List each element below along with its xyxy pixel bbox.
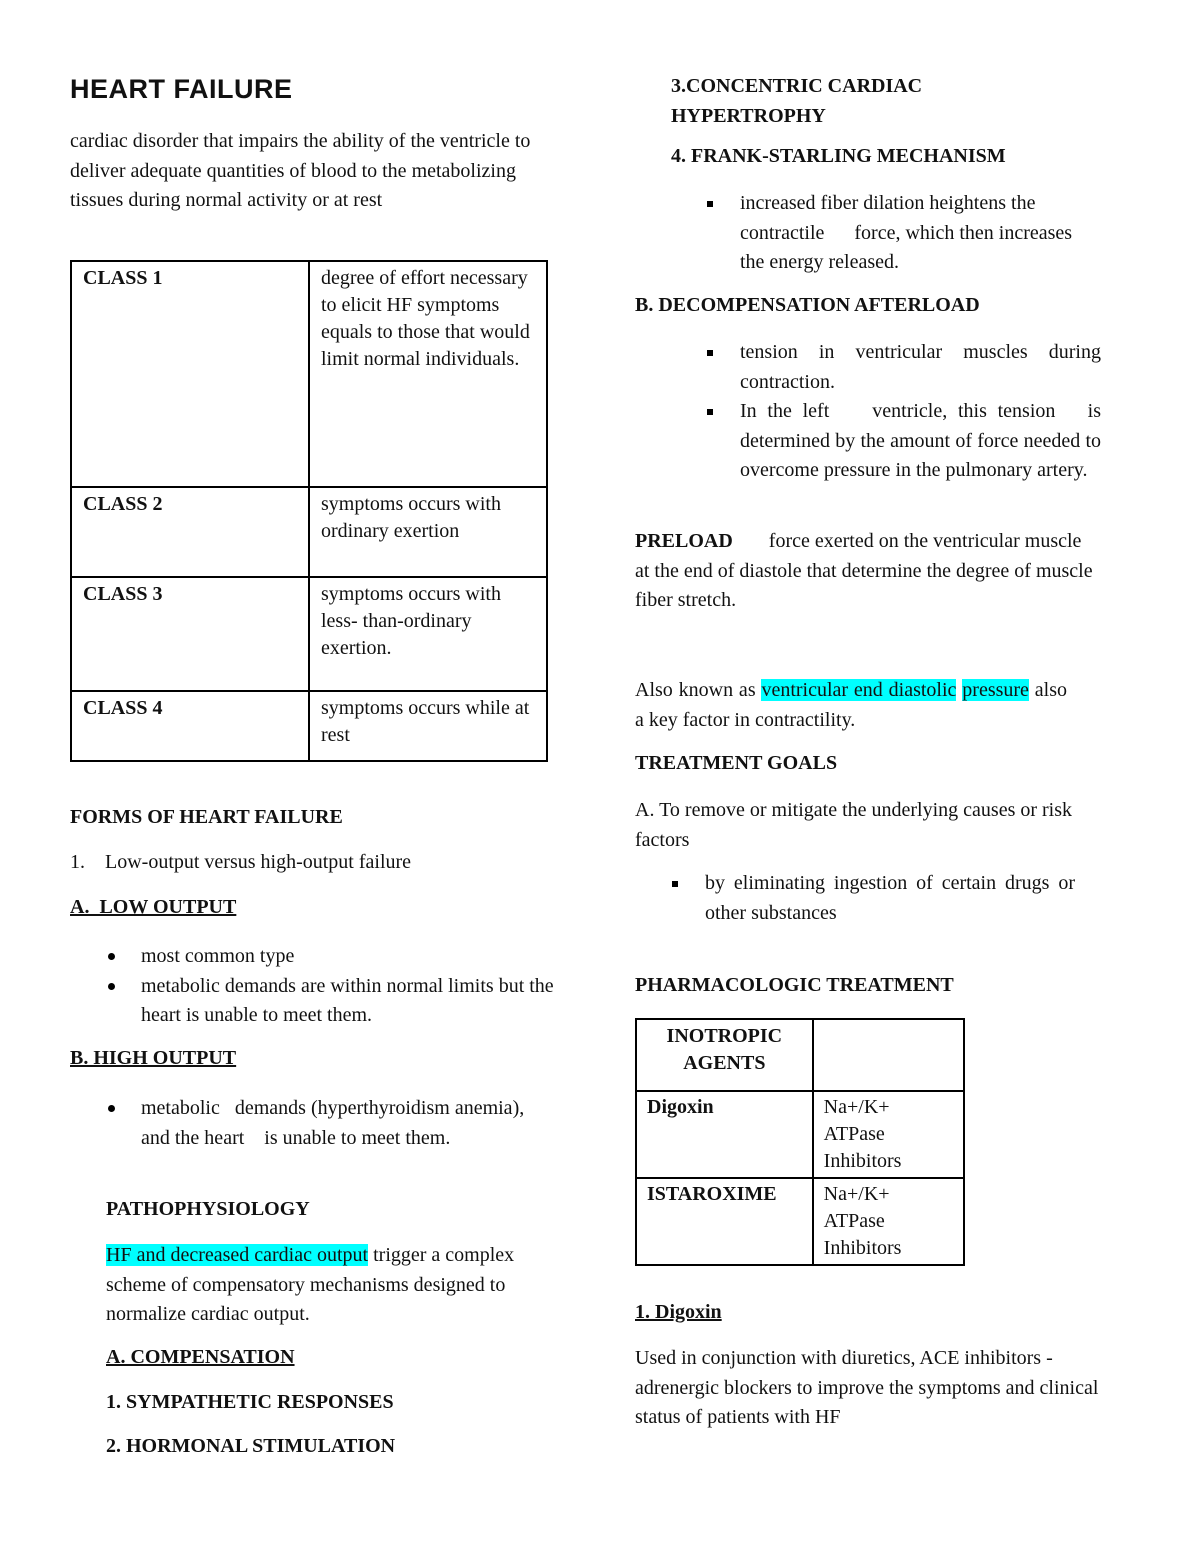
high-output-heading: B. HIGH OUTPUT bbox=[70, 1047, 237, 1069]
table-row bbox=[71, 577, 547, 691]
list-number: 1. bbox=[70, 851, 85, 873]
patho-text bbox=[106, 1241, 561, 1330]
low-output-heading: A. LOW OUTPUT bbox=[70, 896, 237, 918]
hormonal-heading: 2. HORMONAL STIMULATION bbox=[106, 1435, 396, 1457]
table-row bbox=[636, 1019, 964, 1091]
table-row bbox=[71, 261, 547, 487]
class-description: symptoms occurs with ordinary exertion bbox=[309, 487, 547, 577]
table-row bbox=[71, 487, 547, 577]
digoxin-text: Used in conjunction with diuretics, ACE inhibitors -adrenergic blockers to improve the symptoms and clinical status of patients with HF bbox=[635, 1347, 1099, 1428]
drug-cell: Digoxin bbox=[636, 1091, 813, 1178]
decompensation-list bbox=[705, 338, 1106, 486]
patho-heading: PATHOPHYSIOLOGY bbox=[106, 1198, 310, 1220]
low-output-list bbox=[106, 942, 566, 1031]
table-header-cell: INOTROPIC AGENTS bbox=[636, 1019, 813, 1091]
list-item: metabolic demands are within normal limits but the heart is unable to meet them. bbox=[106, 972, 566, 1031]
aka-highlight-2: pressure bbox=[962, 679, 1029, 701]
aka-paragraph bbox=[635, 676, 1067, 735]
frank-starling-heading: 4. FRANK-STARLING MECHANISM bbox=[671, 145, 1006, 167]
treatment-goal-a: A. To remove or mitigate the underlying causes or risk factors bbox=[635, 799, 1073, 851]
table-row bbox=[636, 1091, 964, 1178]
class-label: CLASS 1 bbox=[71, 261, 309, 487]
digoxin-heading: 1. Digoxin bbox=[635, 1301, 722, 1323]
aka-highlight: ventricular end diastolic bbox=[761, 679, 957, 701]
nyha-class-table bbox=[70, 260, 548, 762]
list-item: tension in ventricular muscles during contraction. bbox=[705, 338, 1101, 397]
forms-heading: FORMS OF HEART FAILURE bbox=[70, 806, 343, 828]
treatment-list bbox=[670, 869, 1075, 928]
class-label: CLASS 3 bbox=[71, 577, 309, 691]
list-item: In the left ventricle, this tension is determined by the amount of force needed to overcome pressure in the pulmonary artery. bbox=[705, 397, 1101, 486]
list-item: increased fiber dilation heightens the contractile force, which then increases the energy released. bbox=[705, 189, 1095, 278]
preload-text: force exerted on the ventricular muscle at the end of diastole that determine the degree of muscle fiber stretch. bbox=[635, 530, 1093, 611]
list-item: by eliminating ingestion of certain drugs or other substances bbox=[670, 869, 1075, 928]
table-row bbox=[636, 1178, 964, 1265]
mechanism-cell: Na+/K+ ATPase Inhibitors bbox=[813, 1178, 964, 1265]
table-header-empty bbox=[813, 1019, 964, 1091]
aka-suffix: also a key factor in contractility. bbox=[635, 679, 1068, 731]
preload-label: PRELOAD bbox=[635, 530, 733, 552]
page-title: HEART FAILURE bbox=[70, 74, 293, 104]
definition-text: cardiac disorder that impairs the ability of the ventricle to deliver adequate quantities of blood to the metabolizing tissues during normal activity or at rest bbox=[70, 130, 531, 211]
concentric-heading: 3.CONCENTRIC CARDIAC HYPERTROPHY bbox=[671, 75, 923, 127]
compensation-heading: A. COMPENSATION bbox=[106, 1346, 295, 1368]
forms-list-item bbox=[70, 851, 570, 874]
patho-body: trigger a complex scheme of compensatory mechanisms designed to normalize cardiac output. bbox=[106, 1244, 515, 1325]
pharm-table bbox=[635, 1018, 965, 1266]
mechanism-cell: Na+/K+ ATPase Inhibitors bbox=[813, 1091, 964, 1178]
class-description: symptoms occurs while at rest bbox=[309, 691, 547, 761]
aka-prefix: Also known as bbox=[635, 679, 762, 701]
patho-highlight: HF and decreased cardiac output bbox=[106, 1244, 369, 1266]
forms-item-text: Low-output versus high-output failure bbox=[105, 851, 412, 873]
list-item: metabolic demands (hyperthyroidism anemia), and the heart is unable to meet them. bbox=[106, 1094, 546, 1153]
decompensation-heading: B. DECOMPENSATION AFTERLOAD bbox=[635, 294, 980, 316]
sympathetic-heading: 1. SYMPATHETIC RESPONSES bbox=[106, 1391, 394, 1413]
high-output-list bbox=[106, 1094, 546, 1153]
frank-starling-list bbox=[705, 189, 1095, 278]
preload-paragraph bbox=[635, 527, 1095, 616]
list-item: most common type bbox=[106, 942, 566, 972]
class-label: CLASS 4 bbox=[71, 691, 309, 761]
pharm-heading: PHARMACOLOGIC TREATMENT bbox=[635, 974, 954, 996]
treatment-goals-heading: TREATMENT GOALS bbox=[635, 752, 838, 774]
class-description: symptoms occurs with less- than-ordinary exertion. bbox=[309, 577, 547, 691]
drug-cell: ISTAROXIME bbox=[636, 1178, 813, 1265]
table-row bbox=[71, 691, 547, 761]
class-label: CLASS 2 bbox=[71, 487, 309, 577]
class-description: degree of effort necessary to elicit HF symptoms equals to those that would limit normal individuals. bbox=[309, 261, 547, 487]
